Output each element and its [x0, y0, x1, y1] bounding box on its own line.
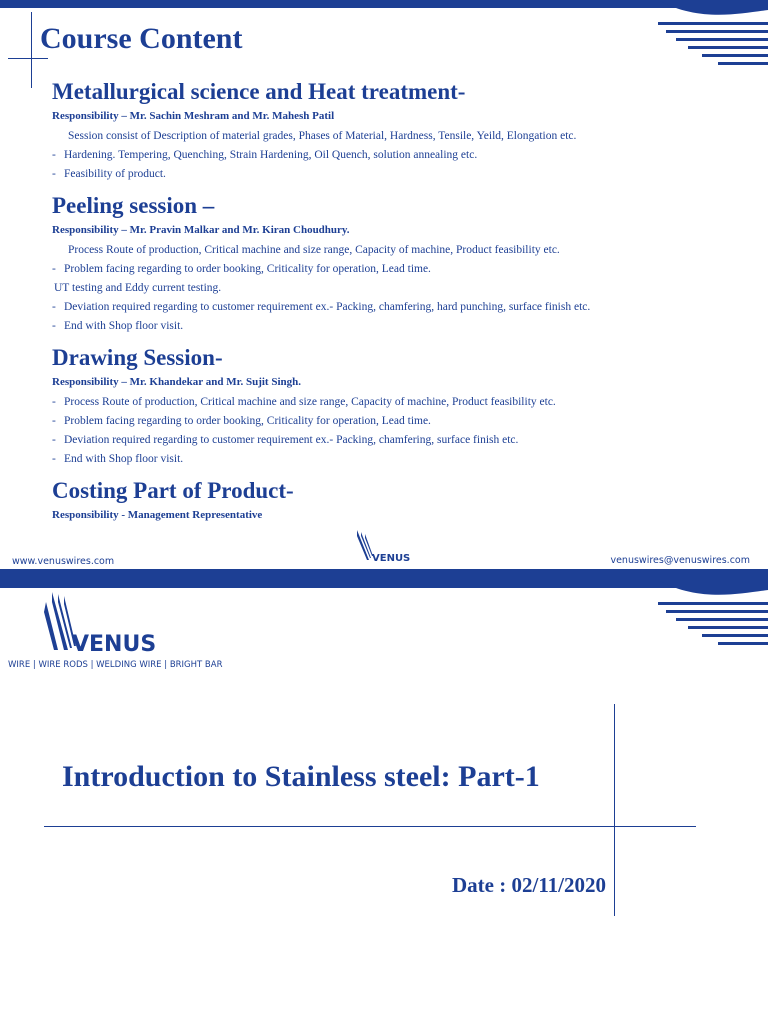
presentation-title: Introduction to Stainless steel: Part-1 [62, 760, 540, 793]
course-sections [52, 78, 752, 531]
corner-stripes-decoration [598, 0, 768, 70]
company-tagline: WIRE | WIRE RODS | WELDING WIRE | BRIGHT BAR [8, 660, 223, 670]
venus-logo-large [2, 592, 182, 658]
title-horizontal-rule [44, 826, 696, 827]
footer-email: venuswires@venuswires.com [610, 555, 750, 566]
bullet-line: - Deviation required regarding to customer requirement ex.- Packing, chamfering, surface finish etc. [52, 434, 519, 446]
footer-website: www.venuswires.com [12, 556, 115, 567]
section-heading: Costing Part of Product- [52, 478, 294, 503]
section-heading: Peeling session – [52, 193, 215, 218]
presentation-date: Date : 02/11/2020 [452, 873, 606, 897]
slide-title: Course Content [40, 22, 243, 55]
slide-introduction [0, 580, 768, 1024]
svg-text:VENUS: VENUS [72, 632, 157, 657]
section-peeling [52, 192, 752, 336]
section-drawing [52, 344, 752, 469]
bullet-line: - Deviation required regarding to customer requirement ex.- Packing, chamfering, hard punching, surface finish etc. [52, 301, 591, 313]
bullet-line: - End with Shop floor visit. [52, 320, 184, 332]
section-heading: Metallurgical science and Heat treatment- [52, 79, 466, 104]
corner-stripes-decoration [598, 580, 768, 650]
svg-text:VENUS: VENUS [372, 553, 411, 564]
bullet-line: - Problem facing regarding to order booking, Criticality for operation, Lead time. [52, 415, 431, 427]
title-vertical-rule [31, 12, 32, 88]
section-metallurgical [52, 78, 752, 184]
section-responsibility: Responsibility – Mr. Sachin Meshram and Mr. Mahesh Patil [52, 110, 335, 122]
bottom-bar [0, 569, 768, 580]
bullet-line: - Process Route of production, Critical machine and size range, Capacity of machine, Product feasibility etc. [52, 396, 556, 408]
bullet-line: - Problem facing regarding to order booking, Criticality for operation, Lead time. [52, 263, 431, 275]
bullet-line: Session consist of Description of material grades, Phases of Material, Hardness, Tensile, Yeild, Elongation etc. [68, 130, 577, 142]
bullet-line: - Hardening. Tempering, Quenching, Strain Hardening, Oil Quench, solution annealing etc. [52, 149, 478, 161]
bullet-line: - End with Shop floor visit. [52, 453, 184, 465]
section-heading: Drawing Session- [52, 345, 223, 370]
bullet-line: Process Route of production, Critical machine and size range, Capacity of machine, Product feasibility etc. [68, 244, 560, 256]
section-responsibility: Responsibility - Management Representative [52, 509, 263, 521]
section-responsibility: Responsibility – Mr. Pravin Malkar and Mr. Kiran Choudhury. [52, 224, 350, 236]
bullet-line: - Feasibility of product. [52, 168, 166, 180]
section-responsibility: Responsibility – Mr. Khandekar and Mr. Sujit Singh. [52, 376, 301, 388]
section-costing [52, 477, 752, 523]
title-vertical-rule [614, 704, 615, 916]
bullet-line: UT testing and Eddy current testing. [54, 282, 222, 294]
venus-logo-small [355, 530, 415, 566]
title-horizontal-rule [8, 58, 48, 59]
